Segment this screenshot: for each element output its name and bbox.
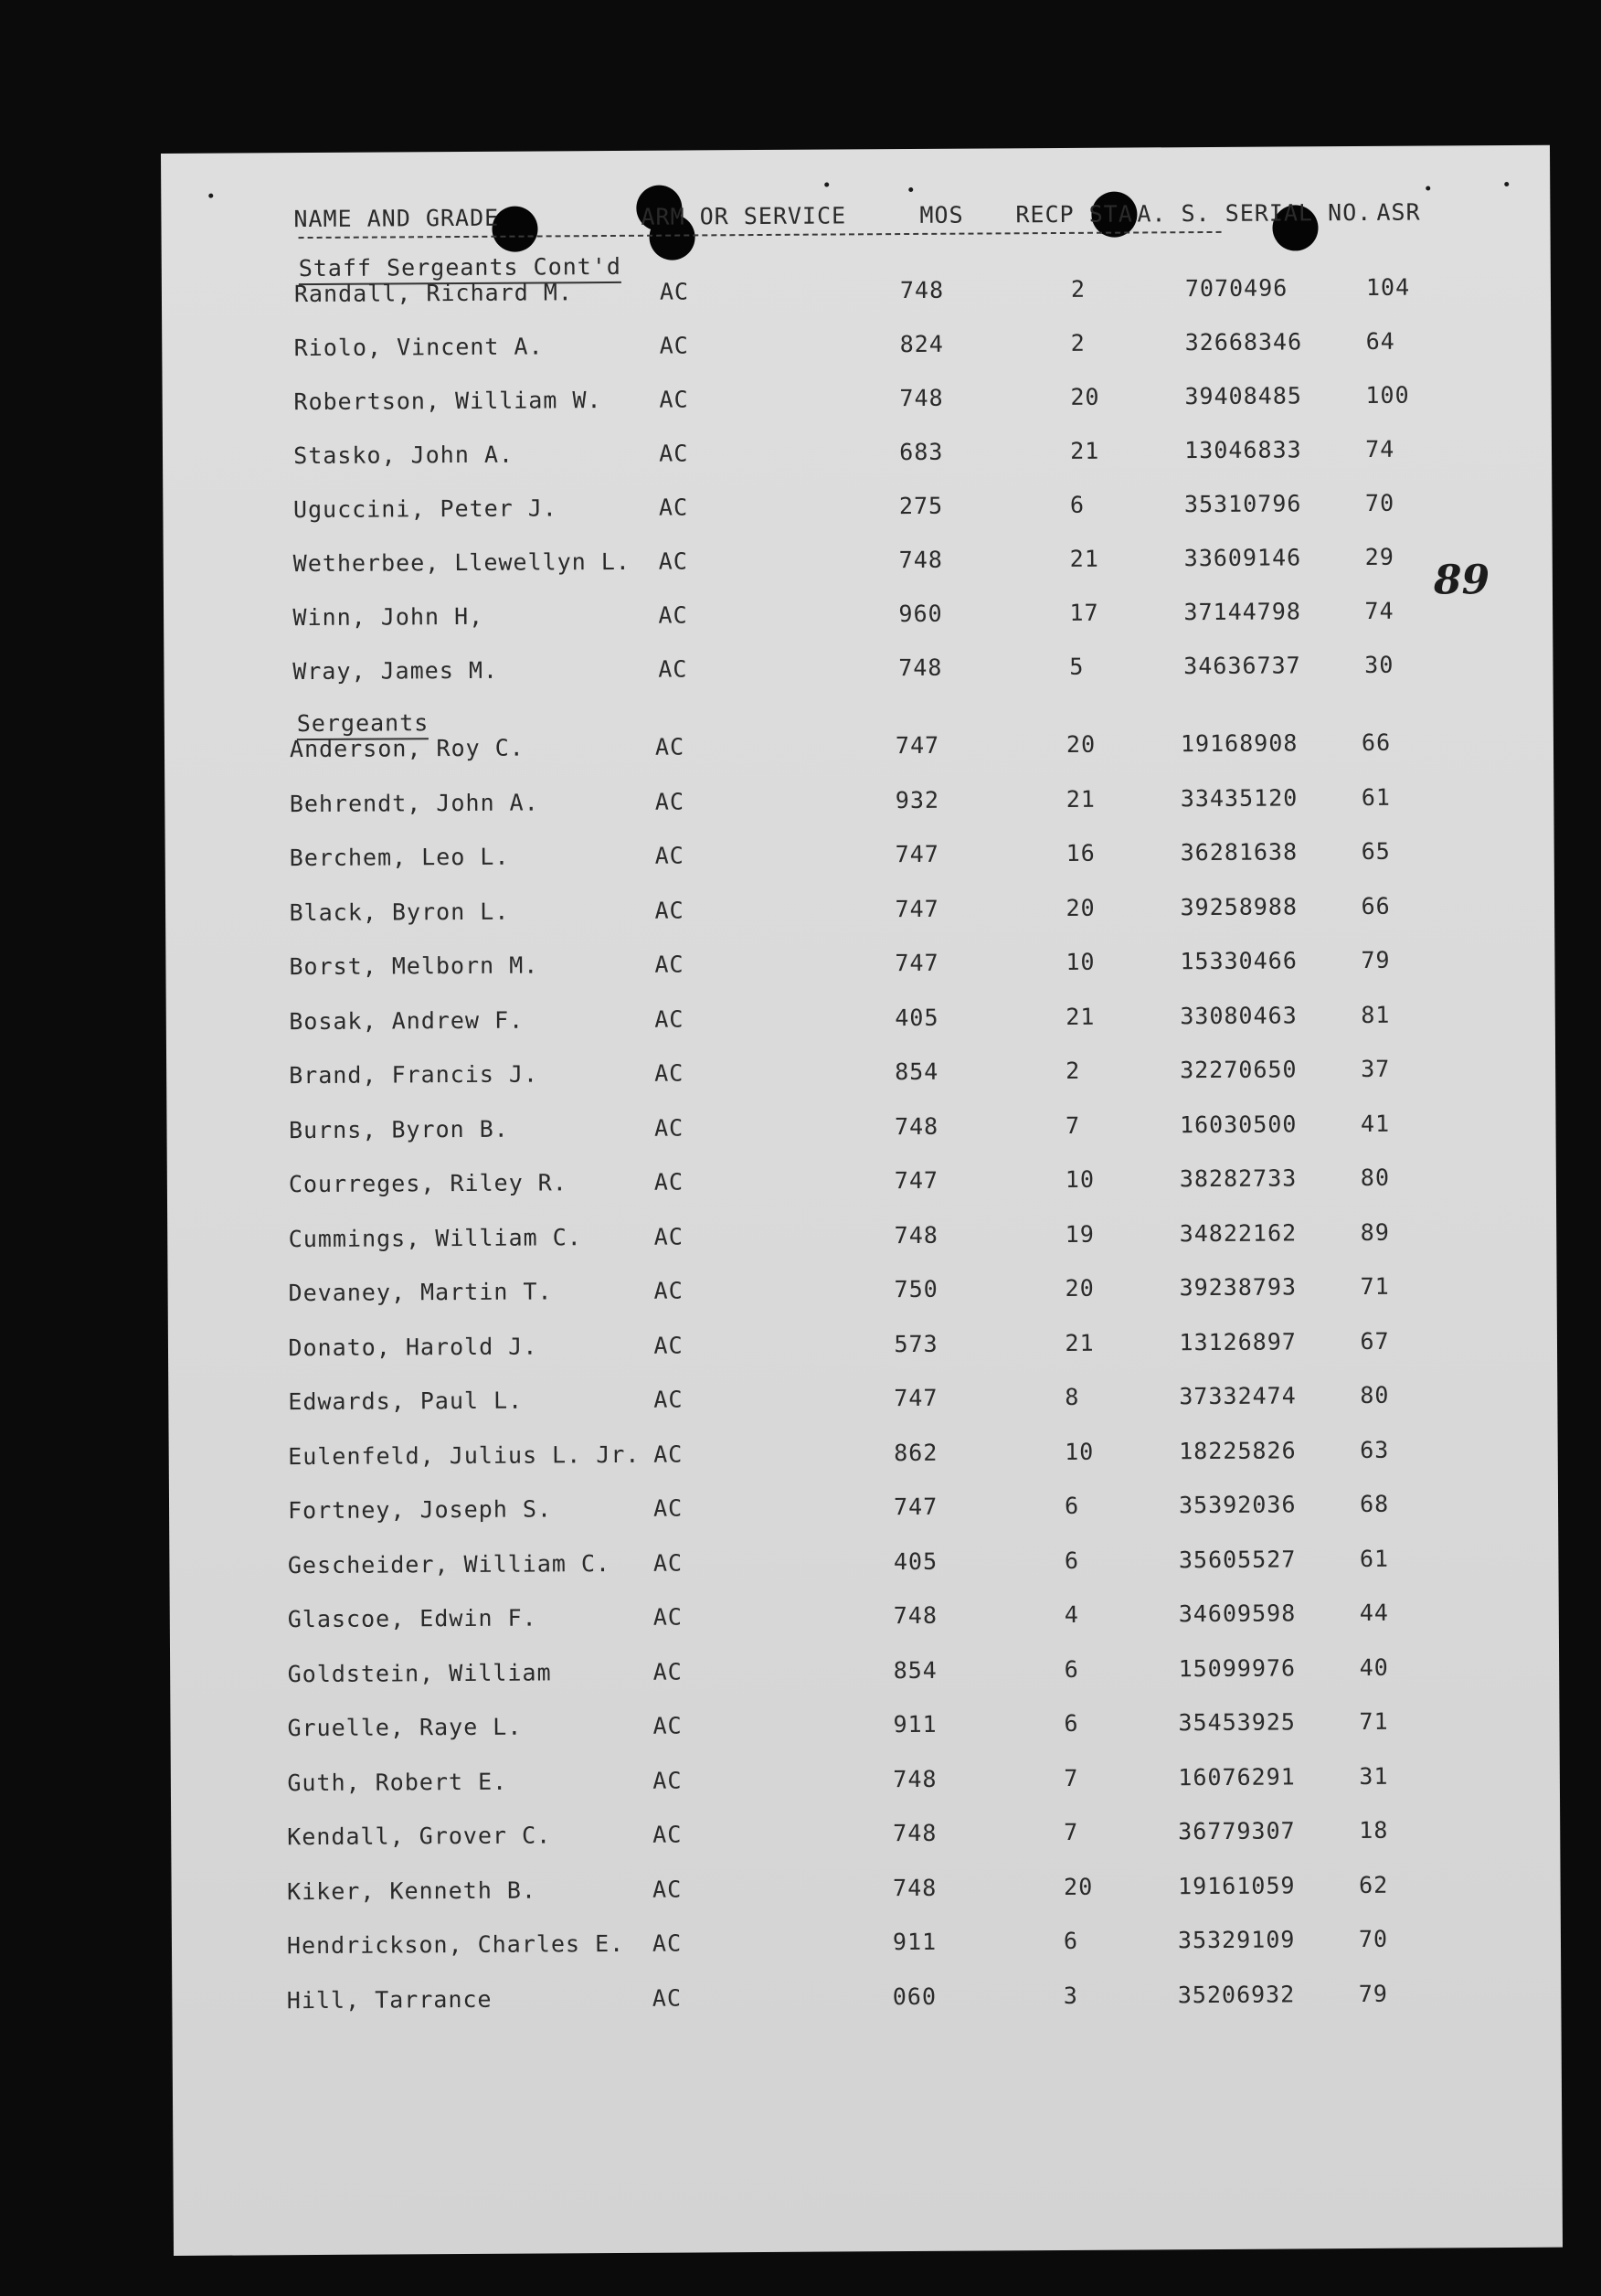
roster-name: Robertson, William W. <box>293 387 602 416</box>
roster-mos: 747 <box>894 1166 939 1195</box>
roster-name: Fortney, Joseph S. <box>287 1495 553 1525</box>
roster-recp-sta: 20 <box>1066 730 1097 758</box>
roster-row <box>155 1435 1544 1480</box>
roster-mos: 747 <box>894 1384 938 1412</box>
roster-arm-service: AC <box>653 1114 684 1142</box>
roster-serial-no: 35605527 <box>1178 1545 1297 1573</box>
roster-arm-service: AC <box>659 440 689 467</box>
roster-serial-no: 33080463 <box>1180 1001 1298 1029</box>
roster-recp-sta: 2 <box>1066 1057 1081 1084</box>
roster-serial-no: 19168908 <box>1180 729 1299 758</box>
roster-arm-service: AC <box>652 1929 683 1957</box>
header-serial-no: A. S. SERIAL NO. <box>1137 198 1373 228</box>
roster-mos: 405 <box>895 1004 939 1031</box>
roster-arm-service: AC <box>653 1440 684 1468</box>
roster-name: Wray, James M. <box>292 656 499 686</box>
roster-recp-sta: 16 <box>1066 839 1096 866</box>
roster-mos: 747 <box>895 731 940 760</box>
roster-arm-service: AC <box>658 494 689 521</box>
roster-mos: 748 <box>893 1601 938 1630</box>
roster-serial-no: 36779307 <box>1178 1817 1296 1845</box>
roster-row <box>161 543 1550 588</box>
roster-recp-sta: 6 <box>1064 1709 1079 1737</box>
roster-row <box>161 435 1550 480</box>
roster-serial-no: 37144798 <box>1183 598 1301 626</box>
roster-name: Donato, Harold J. <box>288 1333 538 1361</box>
roster-arm-service: AC <box>654 897 684 924</box>
roster-recp-sta: 3 <box>1063 1982 1078 2009</box>
roster-serial-no: 16030500 <box>1179 1110 1298 1138</box>
roster-row <box>156 891 1545 936</box>
roster-name: Berchem, Leo L. <box>289 843 510 872</box>
roster-name: Borst, Melborn M. <box>289 951 539 981</box>
roster-arm-service: AC <box>653 1332 684 1359</box>
roster-arm-service: AC <box>653 1386 684 1413</box>
roster-mos: 748 <box>893 1819 938 1847</box>
roster-row <box>154 1707 1543 1752</box>
roster-asr: 63 <box>1360 1436 1390 1463</box>
roster-mos: 748 <box>898 654 943 682</box>
roster-asr: 89 <box>1360 1218 1390 1246</box>
roster-asr: 79 <box>1358 1980 1389 2007</box>
roster-arm-service: AC <box>653 1168 684 1196</box>
roster-recp-sta: 21 <box>1069 545 1099 572</box>
roster-asr: 64 <box>1365 327 1395 355</box>
roster-asr: 104 <box>1365 273 1411 301</box>
paper-sheet <box>161 145 1563 2256</box>
roster-row <box>160 651 1549 696</box>
roster-name: Wetherbee, Llewellyn L. <box>292 547 631 578</box>
roster-arm-service: AC <box>658 601 688 629</box>
roster-recp-sta: 6 <box>1069 491 1086 518</box>
roster-asr: 66 <box>1361 728 1392 756</box>
roster-mos: 748 <box>899 384 944 412</box>
roster-mos: 862 <box>894 1439 938 1466</box>
roster-serial-no: 35329109 <box>1177 1926 1296 1954</box>
roster-serial-no: 13046833 <box>1184 436 1302 464</box>
header-arm-service: ARM OR SERVICE <box>641 202 847 230</box>
stray-mark <box>1426 186 1430 191</box>
roster-row <box>156 1109 1545 1153</box>
roster-mos: 748 <box>893 1874 938 1901</box>
roster-asr: 71 <box>1359 1707 1389 1736</box>
roster-row <box>155 1544 1544 1589</box>
roster-name: Hill, Tarrance <box>286 1985 493 2014</box>
roster-serial-no: 32270650 <box>1180 1056 1298 1084</box>
roster-recp-sta: 7 <box>1065 1111 1081 1139</box>
roster-asr: 40 <box>1359 1653 1389 1681</box>
roster-recp-sta: 2 <box>1070 275 1087 303</box>
roster-arm-service: AC <box>652 1821 683 1848</box>
roster-asr: 65 <box>1361 837 1391 865</box>
roster-asr: 18 <box>1359 1816 1389 1844</box>
roster-serial-no: 33609146 <box>1183 544 1302 572</box>
roster-recp-sta: 7 <box>1064 1764 1079 1791</box>
roster-arm-service: AC <box>658 655 688 683</box>
roster-asr: 44 <box>1359 1599 1389 1627</box>
roster-row <box>154 1870 1543 1915</box>
roster-name: Glascoe, Edwin F. <box>287 1604 537 1633</box>
roster-recp-sta: 5 <box>1069 653 1085 680</box>
roster-serial-no: 34822162 <box>1179 1218 1298 1247</box>
roster-name: Anderson, Roy C. <box>289 734 525 763</box>
roster-name: Gescheider, William C. <box>287 1549 611 1578</box>
roster-name: Kiker, Kenneth B. <box>287 1876 537 1905</box>
roster-asr: 71 <box>1360 1272 1390 1301</box>
roster-asr: 81 <box>1361 1001 1391 1028</box>
roster-row <box>155 1599 1544 1643</box>
roster-serial-no: 13126897 <box>1179 1327 1297 1355</box>
stray-mark <box>208 194 213 198</box>
roster-row <box>154 1979 1543 2024</box>
roster-row <box>154 1816 1543 1861</box>
roster-name: Edwards, Paul L. <box>288 1387 524 1416</box>
roster-asr: 62 <box>1359 1871 1389 1898</box>
roster-recp-sta: 6 <box>1064 1547 1080 1574</box>
roster-arm-service: AC <box>652 1658 683 1685</box>
roster-serial-no: 19161059 <box>1178 1871 1296 1899</box>
roster-name: Riolo, Vincent A. <box>293 333 544 362</box>
roster-recp-sta: 10 <box>1066 948 1096 975</box>
roster-name: Devaney, Martin T. <box>288 1278 553 1307</box>
roster-mos: 854 <box>893 1656 938 1684</box>
roster-arm-service: AC <box>653 1223 684 1250</box>
roster-arm-service: AC <box>659 386 689 413</box>
roster-name: Burns, Byron B. <box>288 1115 509 1143</box>
roster-asr: 100 <box>1365 381 1410 409</box>
roster-mos: 683 <box>899 438 944 466</box>
roster-asr: 70 <box>1364 489 1395 516</box>
roster-row <box>156 1055 1545 1100</box>
roster-recp-sta: 20 <box>1070 383 1100 410</box>
roster-asr: 41 <box>1360 1110 1391 1137</box>
roster-arm-service: AC <box>654 733 685 760</box>
roster-name: Winn, John H, <box>292 602 484 632</box>
roster-serial-no: 15099976 <box>1178 1653 1297 1682</box>
roster-asr: 66 <box>1361 892 1391 919</box>
roster-arm-service: AC <box>659 332 689 359</box>
roster-recp-sta: 21 <box>1065 1329 1095 1356</box>
roster-serial-no: 35206932 <box>1177 1980 1296 2008</box>
roster-asr: 74 <box>1365 435 1395 462</box>
roster-arm-service: AC <box>652 1876 683 1903</box>
roster-serial-no: 39258988 <box>1180 892 1299 920</box>
roster-mos: 748 <box>898 546 943 574</box>
roster-arm-service: AC <box>652 1712 683 1739</box>
roster-serial-no: 7070496 <box>1184 274 1288 303</box>
roster-mos: 748 <box>893 1765 938 1792</box>
roster-mos: 405 <box>893 1547 938 1575</box>
roster-row <box>155 1326 1544 1371</box>
roster-mos: 911 <box>892 1928 938 1956</box>
roster-name: Cummings, William C. <box>288 1223 582 1252</box>
roster-name: Eulenfeld, Julius L. Jr. <box>288 1440 641 1470</box>
roster-name: Bosak, Andrew F. <box>289 1006 525 1035</box>
roster-name: Brand, Francis J. <box>289 1060 539 1090</box>
roster-mos: 747 <box>895 949 939 977</box>
roster-arm-service: AC <box>652 1603 683 1631</box>
roster-name: Kendall, Grover C. <box>287 1822 552 1851</box>
roster-name: Hendrickson, Charles E. <box>286 1929 625 1960</box>
roster-recp-sta: 10 <box>1065 1438 1095 1465</box>
header-name-grade: NAME AND GRADE <box>293 204 500 233</box>
roster-row <box>160 597 1549 642</box>
roster-mos: 060 <box>892 1982 938 2010</box>
roster-serial-no: 18225826 <box>1179 1436 1297 1464</box>
roster-name: Behrendt, John A. <box>289 788 539 817</box>
roster-arm-service: AC <box>652 1984 683 2012</box>
roster-recp-sta: 20 <box>1065 1274 1095 1302</box>
roster-asr: 30 <box>1364 651 1394 678</box>
header-asr: ASR <box>1376 198 1421 226</box>
roster-mos: 932 <box>895 786 940 813</box>
roster-serial-no: 35453925 <box>1178 1708 1297 1737</box>
roster-asr: 61 <box>1361 783 1392 811</box>
roster-asr: 37 <box>1361 1055 1391 1082</box>
roster-arm-service: AC <box>652 1549 684 1577</box>
stray-mark <box>1504 182 1509 186</box>
roster-arm-service: AC <box>654 1059 684 1087</box>
roster-arm-service: AC <box>652 1767 683 1794</box>
roster-recp-sta: 2 <box>1070 329 1086 356</box>
roster-row <box>156 1217 1545 1262</box>
roster-arm-service: AC <box>654 1005 684 1033</box>
roster-row <box>155 1381 1544 1426</box>
roster-arm-service: AC <box>652 1494 684 1522</box>
roster-mos: 747 <box>893 1493 938 1521</box>
roster-mos: 824 <box>899 330 944 358</box>
roster-serial-no: 35392036 <box>1178 1491 1297 1519</box>
roster-serial-no: 35310796 <box>1183 490 1302 518</box>
roster-name: Gruelle, Raye L. <box>287 1713 523 1742</box>
roster-serial-no: 15330466 <box>1180 947 1298 975</box>
section-label-sergeants: Sergeants <box>297 709 429 740</box>
roster-arm-service: AC <box>653 1277 684 1304</box>
roster-row <box>155 1490 1544 1535</box>
roster-asr: 29 <box>1364 543 1394 570</box>
roster-mos: 748 <box>894 1221 938 1249</box>
roster-row <box>154 1761 1543 1806</box>
roster-arm-service: AC <box>654 951 684 978</box>
roster-asr: 80 <box>1360 1164 1391 1192</box>
roster-name: Randall, Richard M. <box>293 279 574 308</box>
roster-serial-no: 38282733 <box>1179 1164 1298 1193</box>
roster-mos: 748 <box>894 1112 939 1140</box>
roster-mos: 573 <box>894 1330 938 1357</box>
roster-mos: 275 <box>898 492 944 520</box>
section-label-staff-sergeants: Staff Sergeants Cont'd <box>299 253 621 285</box>
roster-mos: 911 <box>893 1710 938 1738</box>
roster-asr: 31 <box>1359 1762 1389 1790</box>
roster-name: Goldstein, William <box>287 1658 552 1687</box>
roster-mos: 747 <box>895 895 939 922</box>
roster-row <box>161 489 1550 534</box>
roster-mos: 854 <box>895 1058 939 1086</box>
roster-recp-sta: 17 <box>1069 599 1099 626</box>
roster-recp-sta: 21 <box>1066 1003 1096 1030</box>
roster-asr: 80 <box>1360 1381 1390 1409</box>
roster-row <box>162 327 1551 372</box>
roster-row <box>156 1272 1545 1317</box>
roster-row <box>156 1000 1545 1045</box>
roster-serial-no: 39408485 <box>1184 382 1302 410</box>
roster-recp-sta: 6 <box>1064 1655 1079 1683</box>
handwritten-page-number: 89 <box>1433 557 1490 604</box>
roster-recp-sta: 21 <box>1066 785 1097 813</box>
roster-serial-no: 39238793 <box>1179 1273 1298 1302</box>
roster-arm-service: AC <box>659 278 690 305</box>
roster-asr: 70 <box>1358 1925 1389 1953</box>
roster-asr: 79 <box>1361 946 1391 973</box>
roster-recp-sta: 21 <box>1070 437 1100 464</box>
roster-row <box>155 1653 1544 1697</box>
roster-row <box>162 273 1551 318</box>
roster-mos: 750 <box>894 1275 938 1303</box>
stray-mark <box>908 187 913 192</box>
roster-recp-sta: 8 <box>1065 1383 1080 1410</box>
roster-name: Uguccini, Peter J. <box>292 494 558 524</box>
roster-name: Guth, Robert E. <box>287 1768 508 1796</box>
roster-serial-no: 34609598 <box>1178 1600 1297 1628</box>
header-recp-sta: RECP STA <box>1015 200 1133 229</box>
roster-row <box>157 782 1546 827</box>
roster-mos: 747 <box>895 840 939 868</box>
roster-name: Stasko, John A. <box>293 441 514 470</box>
roster-mos: 960 <box>898 600 943 628</box>
roster-arm-service: AC <box>658 547 688 575</box>
roster-row <box>154 1925 1543 1970</box>
roster-serial-no: 16076291 <box>1178 1762 1296 1791</box>
roster-asr: 61 <box>1359 1545 1390 1572</box>
roster-asr: 74 <box>1364 597 1394 624</box>
stray-mark <box>824 183 829 187</box>
roster-recp-sta: 10 <box>1065 1165 1096 1193</box>
roster-serial-no: 32668346 <box>1184 328 1303 356</box>
roster-name: Courreges, Riley R. <box>288 1169 567 1198</box>
roster-serial-no: 33435120 <box>1180 783 1299 812</box>
header-mos: MOS <box>919 201 964 229</box>
roster-arm-service: AC <box>654 842 684 869</box>
roster-row <box>161 381 1550 426</box>
roster-asr: 68 <box>1359 1490 1390 1518</box>
roster-row <box>156 946 1545 991</box>
roster-arm-service: AC <box>654 788 685 815</box>
roster-name: Black, Byron L. <box>289 898 510 926</box>
roster-mos: 748 <box>899 276 945 304</box>
roster-serial-no: 34636737 <box>1183 652 1301 680</box>
roster-recp-sta: 7 <box>1064 1818 1079 1845</box>
roster-row <box>157 728 1546 773</box>
roster-serial-no: 36281638 <box>1180 838 1299 866</box>
roster-recp-sta: 6 <box>1063 1927 1079 1955</box>
roster-asr: 67 <box>1360 1327 1390 1355</box>
roster-recp-sta: 20 <box>1064 1873 1094 1900</box>
roster-recp-sta: 6 <box>1064 1492 1080 1519</box>
roster-recp-sta: 19 <box>1065 1220 1095 1248</box>
roster-serial-no: 37332474 <box>1179 1382 1297 1410</box>
roster-row <box>156 1164 1545 1208</box>
roster-recp-sta: 20 <box>1066 894 1096 921</box>
roster-row <box>157 837 1546 882</box>
roster-recp-sta: 4 <box>1064 1600 1079 1628</box>
